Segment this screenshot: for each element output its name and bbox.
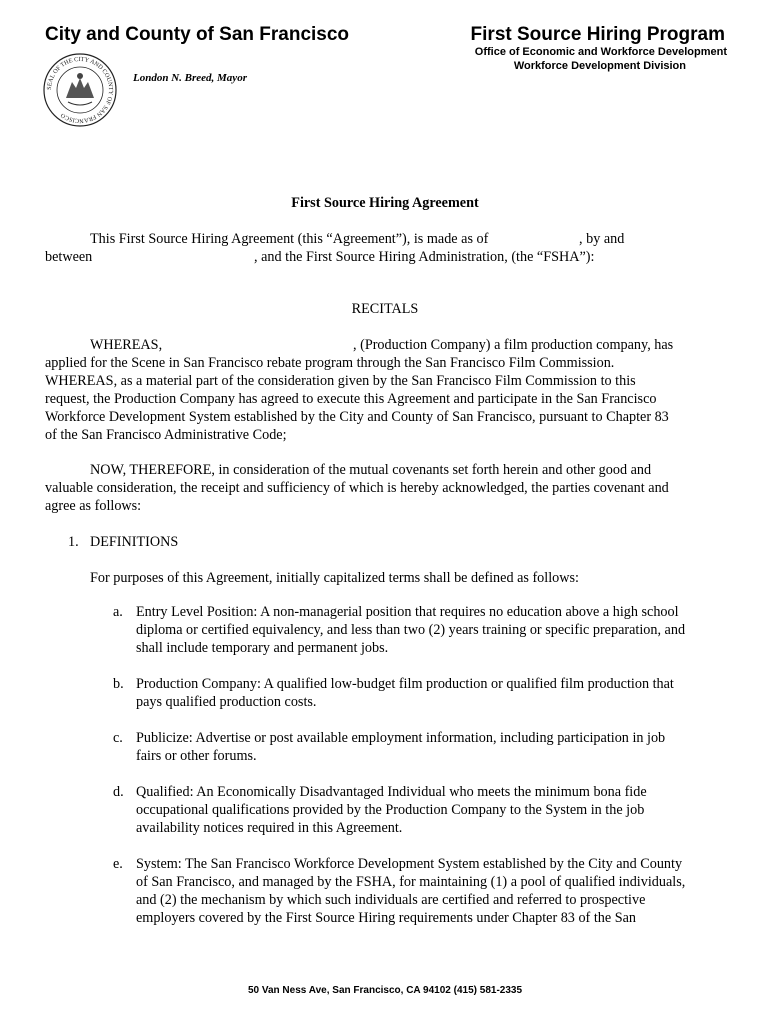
intro-line-2-end: , and the First Source Hiring Administration, (the “FSHA”): — [254, 249, 595, 265]
intro-line-1-end: , by and — [579, 231, 625, 247]
footer-address: 50 Van Ness Ave, San Francisco, CA 94102 (415) 581-2335 — [247, 985, 523, 996]
list-item: diploma or certified equivalency, and less than two (2) years training or specific preparation, and — [136, 622, 686, 638]
list-item: Publicize: Advertise or post available employment information, including participation in job — [136, 730, 666, 746]
list-item: Entry Level Position: A non-managerial position that requires no education above a high school — [136, 604, 679, 620]
whereas-2-line: WHEREAS, as a material part of the consideration given by the San Francisco Film Commission to this — [45, 373, 636, 389]
list-item: shall include temporary and permanent jobs. — [136, 640, 389, 656]
list-marker: c. — [113, 730, 123, 746]
recitals-heading: RECITALS — [351, 301, 419, 317]
list-item: of San Francisco, and managed by the FSHA, for maintaining (1) a pool of qualified individuals, — [136, 874, 686, 890]
list-item: occupational qualifications provided by the Production Company to the System in the job — [136, 802, 645, 818]
org-title: City and County of San Francisco — [45, 24, 350, 45]
section-intro: For purposes of this Agreement, initially capitalized terms shall be defined as follows: — [90, 570, 579, 586]
whereas-2-line: Workforce Development System established by the City and County of San Francisco, pursuant to Chapter 83 — [45, 409, 669, 425]
office-name: Office of Economic and Workforce Development — [474, 46, 727, 58]
seal-text: SEAL OF THE CITY AND COUNTY OF SAN FRANCISCO — [45, 55, 115, 125]
whereas-1-end: , (Production Company) a film production company, has — [353, 337, 674, 353]
whereas-1-line-2: applied for the Scene in San Francisco rebate program through the San Francisco Film Commission. — [45, 355, 615, 371]
section-number: 1. — [68, 534, 79, 550]
page-title: First Source Hiring Agreement — [291, 195, 479, 211]
list-marker: d. — [113, 784, 124, 800]
list-item: fairs or other forums. — [136, 748, 257, 764]
list-item: Qualified: An Economically Disadvantaged Individual who meets the minimum bona fide — [136, 784, 647, 800]
whereas-2-line: request, the Production Company has agreed to execute this Agreement and participate in the San Francisco — [45, 391, 657, 407]
program-title: First Source Hiring Program — [470, 24, 725, 45]
whereas-1-start: WHEREAS, — [90, 337, 163, 353]
list-item: pays qualified production costs. — [136, 694, 317, 710]
list-item: availability notices required in this Agreement. — [136, 820, 403, 836]
list-item: System: The San Francisco Workforce Development System established by the City and County — [136, 856, 683, 872]
list-marker: b. — [113, 676, 124, 692]
now-therefore-line: agree as follows: — [45, 498, 142, 514]
intro-line-2-start: between — [45, 249, 93, 265]
now-therefore-line: NOW, THEREFORE, in consideration of the mutual covenants set forth herein and other good and — [90, 462, 652, 478]
section-heading: DEFINITIONS — [90, 534, 179, 550]
city-seal-icon — [42, 52, 118, 128]
list-marker: e. — [113, 856, 123, 872]
list-item: and (2) the mechanism by which such individuals are certified and referred to prospective — [136, 892, 646, 908]
list-item: Production Company: A qualified low-budget film production or qualified film production that — [136, 676, 674, 692]
now-therefore-line: valuable consideration, the receipt and sufficiency of which is hereby acknowledged, the parties covenant and — [45, 480, 669, 496]
list-marker: a. — [113, 604, 123, 620]
division-name: Workforce Development Division — [513, 60, 686, 72]
list-item: employers covered by the First Source Hiring requirements under Chapter 83 of the San — [136, 910, 636, 926]
whereas-2-line: of the San Francisco Administrative Code; — [45, 427, 287, 443]
mayor-name: London N. Breed, Mayor — [133, 72, 247, 84]
intro-line-1-start: This First Source Hiring Agreement (this “Agreement”), is made as of — [90, 231, 489, 247]
